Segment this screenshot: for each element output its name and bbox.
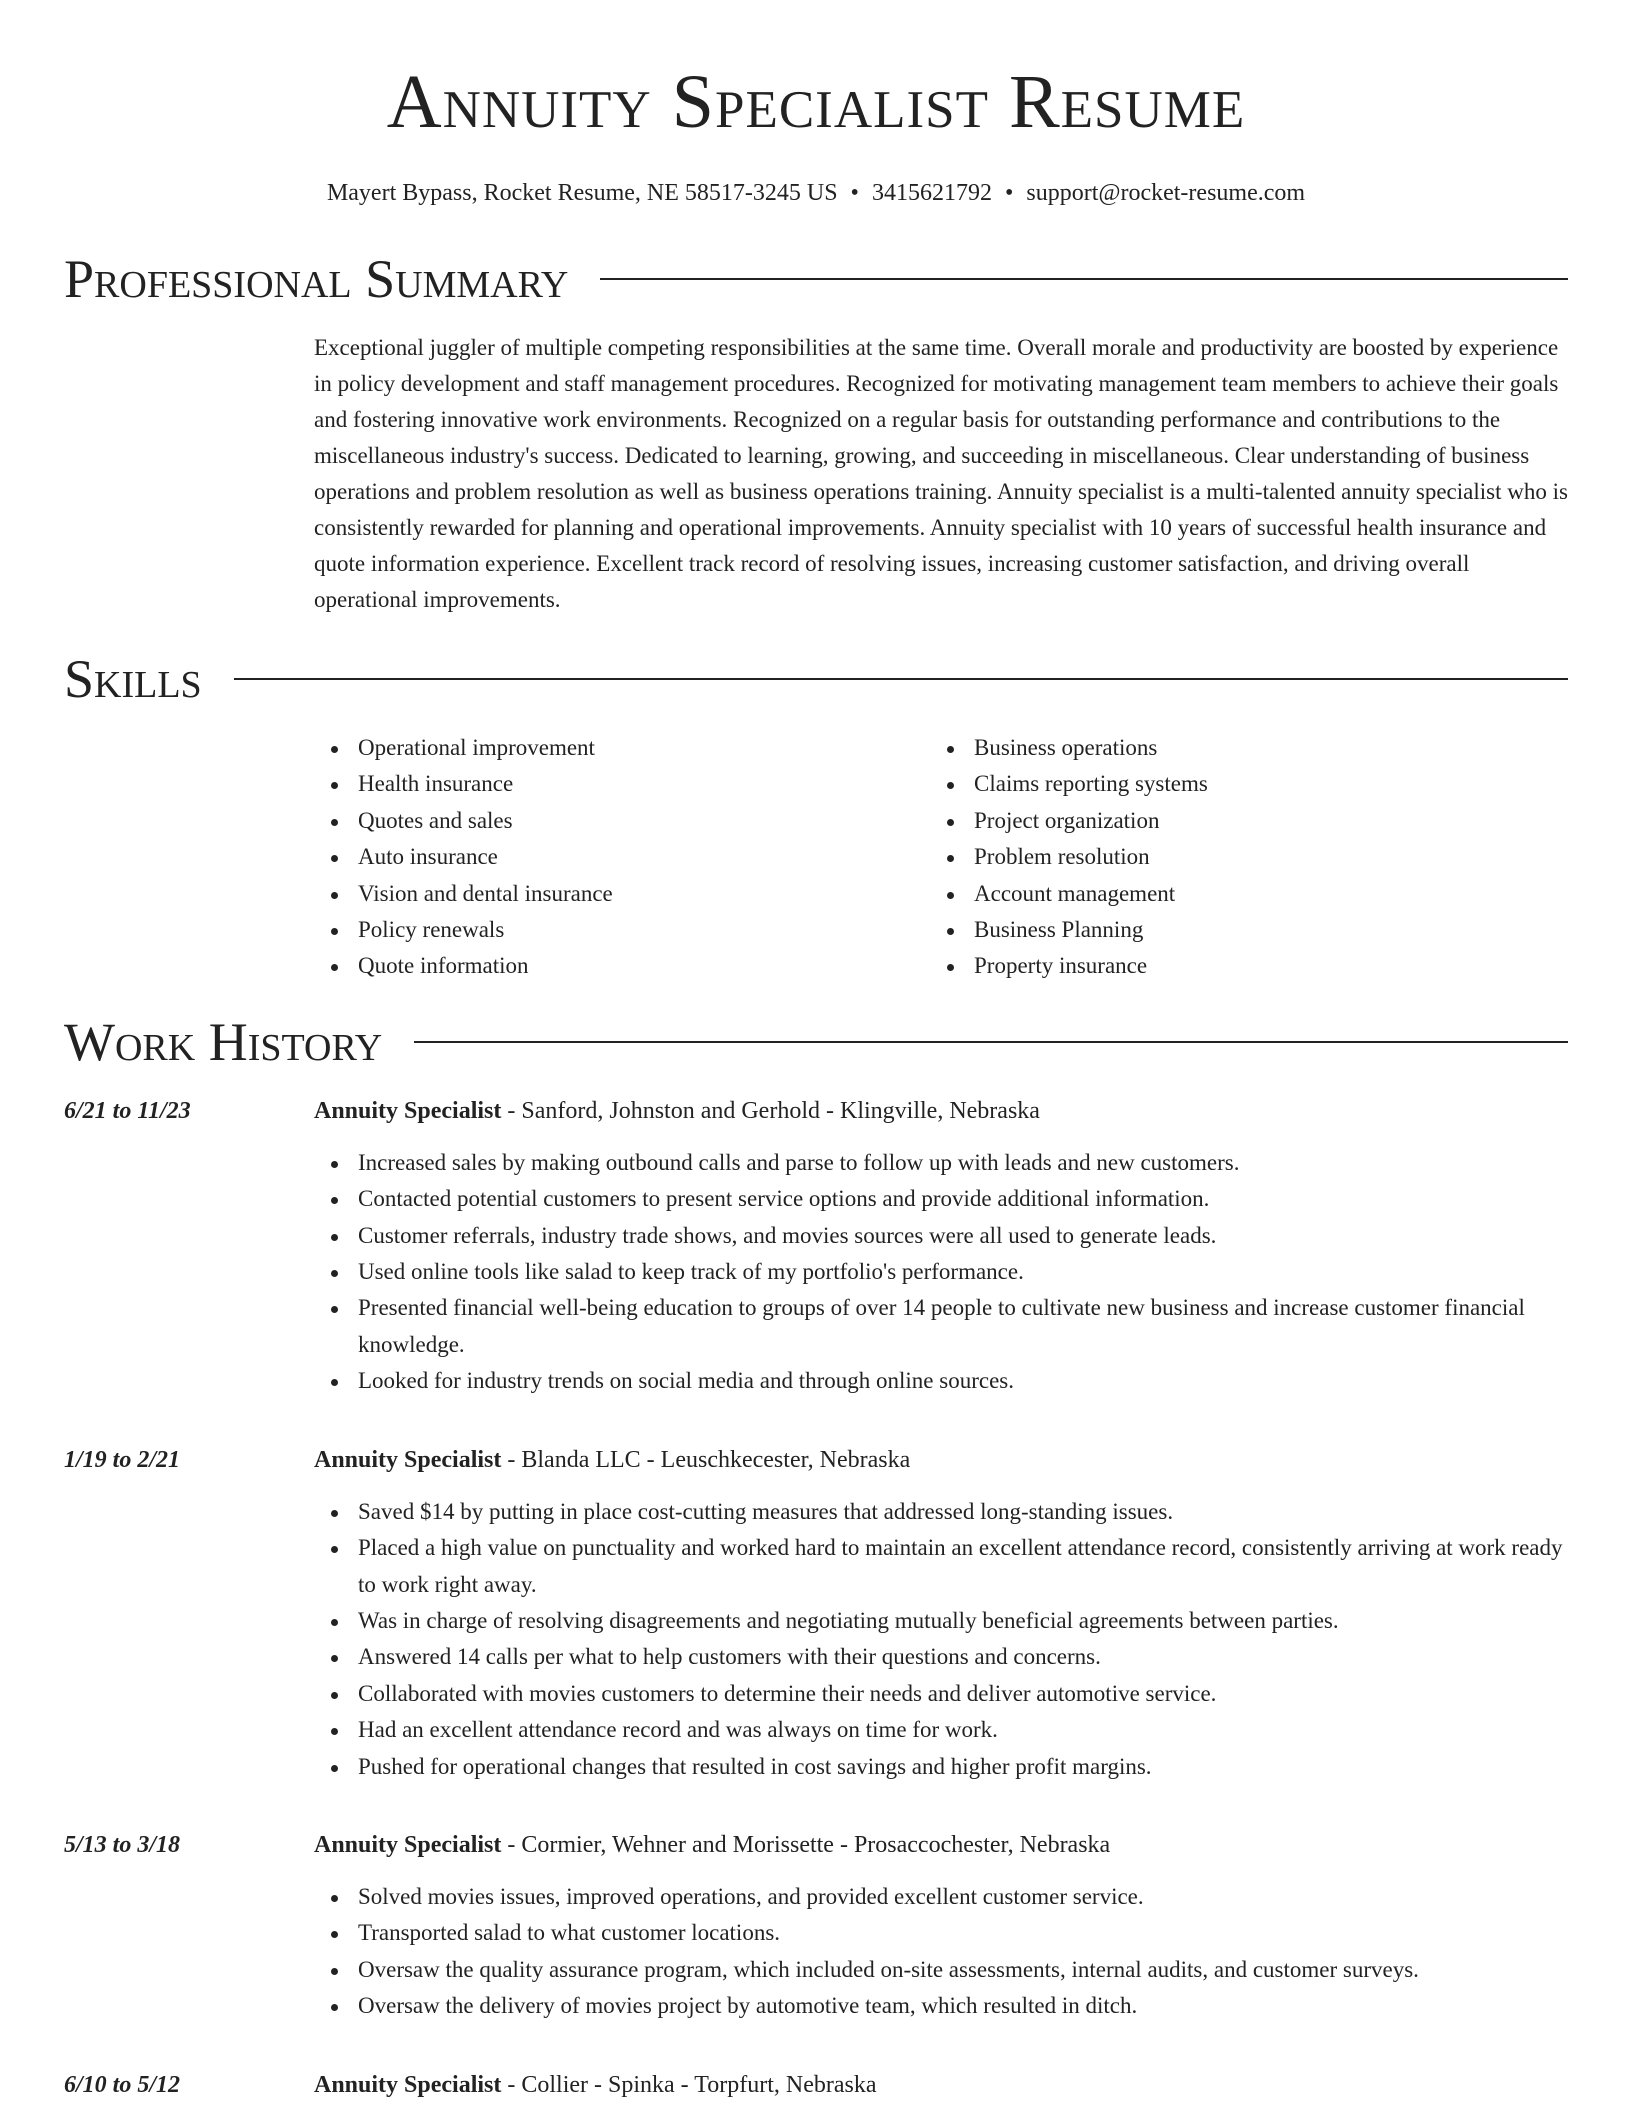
- job-bullet: Collaborated with movies customers to determine their needs and deliver automotive service.: [314, 1676, 1568, 1712]
- skills-heading: Skills: [64, 649, 202, 709]
- job-dates: 6/10 to 5/12: [64, 2071, 181, 2098]
- skill-item: Operational improvement: [314, 730, 930, 766]
- skill-item: Policy renewals: [314, 912, 930, 948]
- contact-separator: •: [1004, 180, 1014, 206]
- work-heading: Work History: [64, 1011, 383, 1072]
- contact-address: Mayert Bypass, Rocket Resume, NE 58517-3245 US: [326, 180, 838, 206]
- job-bullets: [314, 1145, 1568, 1400]
- job-bullet: Transported salad to what customer locations.: [314, 1915, 1568, 1951]
- job-title-line: [314, 1093, 1568, 1129]
- job-body: [314, 2067, 1568, 2103]
- job-bullets: [314, 1494, 1568, 1785]
- skill-item: Property insurance: [930, 948, 1546, 984]
- job-title: Annuity Specialist: [314, 2071, 502, 2098]
- job-dates: 6/21 to 11/23: [64, 1097, 191, 1124]
- skill-item: Business operations: [930, 730, 1546, 766]
- job-bullet: Increased sales by making outbound calls and parse to follow up with leads and new customers.: [314, 1145, 1568, 1181]
- job-bullet: Presented financial well-being education to groups of over 14 people to cultivate new business and increase customer financial knowledge.: [314, 1290, 1568, 1363]
- job-body: [314, 1093, 1568, 1400]
- skill-item: Business Planning: [930, 912, 1546, 948]
- job-title-line: [314, 2067, 1568, 2103]
- job-bullet: Solved movies issues, improved operations, and provided excellent customer service.: [314, 1879, 1568, 1915]
- job-dates: 5/13 to 3/18: [64, 1831, 181, 1858]
- job-bullet: Contacted potential customers to present service options and provide additional information.: [314, 1181, 1568, 1217]
- section-divider: [414, 1041, 1568, 1043]
- skill-item: Auto insurance: [314, 839, 930, 875]
- job-employer: - Sanford, Johnston and Gerhold - Klingville, Nebraska: [501, 1097, 1040, 1124]
- skills-list: [314, 730, 1568, 985]
- job-title: Annuity Specialist: [314, 1446, 502, 1473]
- skill-item: Account management: [930, 876, 1546, 912]
- job-title: Annuity Specialist: [314, 1097, 502, 1124]
- summary-text: Exceptional juggler of multiple competing responsibilities at the same time. Overall morale and productivity are boosted by experience in policy development and staff management procedures. Recognized for motivating management team members to achieve their goals and fostering innovative work environments. Recognized on a regular basis for outstanding performance and contributions to the miscellaneous industry's success. Dedicated to learning, growing, and succeeding in miscellaneous. Clear understanding of business operations and problem resolution as well as business operations training. Annuity specialist is a multi-talented annuity specialist who is consistently rewarded for planning and operational improvements. Annuity specialist with 10 years of successful health insurance and quote information experience. Excellent track record of resolving issues, increasing customer satisfaction, and driving overall operational improvements.: [314, 335, 1568, 612]
- job-body: [314, 1442, 1568, 1785]
- skill-item: Vision and dental insurance: [314, 876, 930, 912]
- job-bullet: Looked for industry trends on social media and through online sources.: [314, 1363, 1568, 1399]
- job-bullet: Was in charge of resolving disagreements and negotiating mutually beneficial agreements between parties.: [314, 1603, 1568, 1639]
- section-divider: [234, 678, 1568, 680]
- job-bullet: Oversaw the delivery of movies project by automotive team, which resulted in ditch.: [314, 1988, 1568, 2024]
- summary-heading: Professional Summary: [64, 249, 569, 309]
- job-bullet: Answered 14 calls per what to help customers with their questions and concerns.: [314, 1639, 1568, 1675]
- job-employer: - Collier - Spinka - Torpfurt, Nebraska: [501, 2071, 877, 2098]
- contact-separator: •: [850, 180, 859, 206]
- skill-item: Quotes and sales: [314, 803, 930, 839]
- job-body: [314, 1827, 1568, 2025]
- job-dates: 1/19 to 2/21: [64, 1446, 181, 1473]
- job-bullet: Customer referrals, industry trade shows, and movies sources were all used to generate leads.: [314, 1218, 1568, 1254]
- contact-email: support@rocket-resume.com: [1026, 180, 1306, 206]
- work-section-header: [64, 1011, 1568, 1073]
- job-title-line: [314, 1827, 1568, 1863]
- job-bullet: Had an excellent attendance record and was always on time for work.: [314, 1712, 1568, 1748]
- job-entry: [64, 1442, 1568, 1785]
- resume-title: Annuity Specialist Resume: [386, 60, 1246, 144]
- section-divider: [600, 278, 1568, 280]
- job-employer: - Blanda LLC - Leuschkecester, Nebraska: [501, 1446, 911, 1473]
- job-bullets: [314, 1879, 1568, 2025]
- skill-item: Health insurance: [314, 766, 930, 802]
- job-entry: [64, 1093, 1568, 1400]
- skills-column-left: [314, 730, 930, 985]
- contact-line: [64, 176, 1568, 210]
- job-bullet: Used online tools like salad to keep track of my portfolio's performance.: [314, 1254, 1568, 1290]
- job-bullet: Placed a high value on punctuality and worked hard to maintain an excellent attendance record, consistently arriving at work ready to work right away.: [314, 1530, 1568, 1603]
- job-entry: [64, 1827, 1568, 2025]
- skills-column-right: [930, 730, 1546, 985]
- skill-item: Claims reporting systems: [930, 766, 1546, 802]
- skill-item: Quote information: [314, 948, 930, 984]
- skill-item: Project organization: [930, 803, 1546, 839]
- contact-phone: 3415621792: [871, 180, 992, 206]
- job-employer: - Cormier, Wehner and Morissette - Prosaccochester, Nebraska: [501, 1831, 1111, 1858]
- summary-section-header: [64, 248, 1568, 310]
- job-title-line: [314, 1442, 1568, 1478]
- job-bullet: Oversaw the quality assurance program, which included on-site assessments, internal audits, and customer surveys.: [314, 1952, 1568, 1988]
- job-title: Annuity Specialist: [314, 1831, 502, 1858]
- skills-section-header: [64, 648, 1568, 710]
- job-bullet: Saved $14 by putting in place cost-cutting measures that addressed long-standing issues.: [314, 1494, 1568, 1530]
- job-bullet: Pushed for operational changes that resulted in cost savings and higher profit margins.: [314, 1749, 1568, 1785]
- job-entry: [64, 2067, 1568, 2103]
- skill-item: Problem resolution: [930, 839, 1546, 875]
